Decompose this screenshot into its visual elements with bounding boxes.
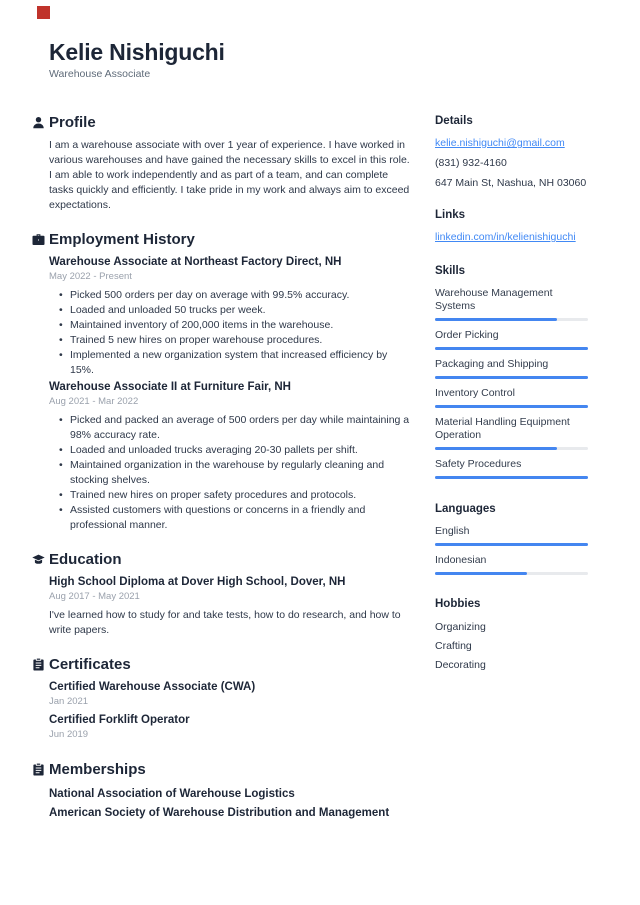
section-education: [49, 551, 410, 638]
skill-bar-fill: [435, 476, 588, 479]
section-skills: [435, 264, 588, 479]
skill-name: Inventory Control: [435, 387, 515, 399]
job-title: Warehouse Associate II at Furniture Fair, NH: [49, 381, 291, 393]
section-links: [435, 208, 588, 245]
skill-name: Material Handling Equipment Operation: [435, 416, 570, 441]
skill-name: Safety Procedures: [435, 458, 522, 470]
job-bullet: • Trained new hires on proper safety procedures and protocols.: [49, 488, 410, 503]
skills-list: [435, 287, 588, 479]
membership-item: National Association of Warehouse Logistics: [49, 788, 295, 800]
profile-heading-label: Profile: [49, 114, 96, 131]
skill-bar: [435, 376, 588, 379]
skill-name: Order Picking: [435, 329, 499, 341]
education-heading: [49, 551, 410, 569]
profile-text: I am a warehouse associate with over 1 year of experience. I have worked in various warehouses and have gained the necessary skills to excel in this role. I am able to work independently and as part of a team, and can complete tasks quickly and efficiently. I take pride in my work and always aim to exceed expectations.: [49, 139, 410, 211]
job-bullet-list: [49, 413, 410, 533]
section-profile: [49, 114, 410, 213]
language-bar: [435, 572, 588, 575]
language-item: [435, 554, 588, 575]
employment-heading: [49, 231, 410, 249]
job-bullet: • Loaded and unloaded trucks averaging 20-30 pallets per shift.: [49, 443, 410, 458]
memberships-heading: [49, 761, 410, 779]
job-bullet: • Assisted customers with questions or concerns in a friendly and professional manner.: [49, 503, 410, 533]
skill-item: [435, 458, 588, 479]
skill-bar: [435, 347, 588, 350]
certificates-heading-label: Certificates: [49, 656, 131, 673]
section-languages: [435, 502, 588, 575]
skill-name: Packaging and Shipping: [435, 358, 549, 370]
certificate-item: [49, 713, 410, 741]
job-bullet-list: [49, 288, 410, 378]
memberships-heading-label: Memberships: [49, 761, 146, 778]
section-hobbies: [435, 597, 588, 675]
job-bullet: • Trained 5 new hires on proper warehouse procedures.: [49, 333, 410, 348]
job-dates: May 2022 - Present: [49, 271, 132, 282]
certificate-date: Jan 2021: [49, 696, 89, 707]
skill-item: [435, 416, 588, 450]
job-bullet: • Implemented a new organization system that increased efficiency by 15%.: [49, 348, 410, 378]
skill-item: [435, 287, 588, 321]
skill-bar-fill: [435, 376, 588, 379]
job-dates: Aug 2021 - Mar 2022: [49, 396, 139, 407]
person-icon: [32, 116, 45, 129]
section-memberships: [49, 761, 410, 823]
briefcase-icon: [32, 233, 45, 246]
language-name: English: [435, 525, 470, 537]
membership-item: American Society of Warehouse Distribution and Management: [49, 807, 390, 819]
section-certificates: [49, 656, 410, 741]
membership-badge-icon: [32, 763, 45, 776]
details-heading: Details: [435, 115, 473, 127]
hobby-item: Crafting: [435, 640, 472, 652]
skill-bar: [435, 447, 588, 450]
skill-item: [435, 358, 588, 379]
skill-bar-fill: [435, 447, 557, 450]
certificate-item: [49, 680, 410, 708]
language-bar-fill: [435, 572, 527, 575]
detail-email-row: [435, 136, 588, 151]
detail-address: 647 Main St, Nashua, NH 03060: [435, 177, 587, 189]
job-bullet: • Maintained organization in the warehouse by regularly cleaning and stocking shelves.: [49, 458, 410, 488]
skill-bar: [435, 405, 588, 408]
job-bullet: • Picked and packed an average of 500 orders per day while maintaining a 98% accuracy rate.: [49, 413, 410, 443]
linkedin-link[interactable]: linkedin.com/in/kelienishiguchi: [435, 231, 576, 243]
languages-list: [435, 525, 588, 575]
skill-bar: [435, 318, 588, 321]
link-row: [435, 230, 588, 245]
hobby-item: Decorating: [435, 659, 486, 671]
language-bar-fill: [435, 543, 588, 546]
detail-phone: (831) 932-4160: [435, 157, 507, 169]
language-name: Indonesian: [435, 554, 487, 566]
graduation-cap-icon: [32, 553, 45, 566]
candidate-job-title: Warehouse Associate: [49, 68, 151, 80]
resume-body: [0, 114, 640, 823]
education-degree: High School Diploma at Dover High School, Dover, NH: [49, 576, 346, 588]
left-column: [49, 114, 410, 823]
language-bar: [435, 543, 588, 546]
skills-heading: Skills: [435, 265, 466, 277]
section-details: [435, 114, 588, 191]
right-column: [435, 114, 588, 823]
hobbies-heading: Hobbies: [435, 598, 481, 610]
education-text: I've learned how to study for and take tests, how to do research, and how to write papers.: [49, 609, 401, 636]
skill-bar-fill: [435, 318, 557, 321]
hobby-item: Organizing: [435, 621, 486, 633]
skill-item: [435, 387, 588, 408]
links-heading: Links: [435, 209, 466, 221]
certificate-name: Certified Warehouse Associate (CWA): [49, 681, 256, 693]
candidate-name: Kelie Nishiguchi: [49, 39, 225, 65]
languages-heading: Languages: [435, 503, 496, 515]
employment-heading-label: Employment History: [49, 231, 195, 248]
job-entry: [49, 255, 410, 378]
education-heading-label: Education: [49, 551, 122, 568]
certificate-icon: [32, 658, 45, 671]
skill-item: [435, 329, 588, 350]
section-employment: [49, 231, 410, 533]
skill-bar-fill: [435, 405, 588, 408]
certificate-date: Jun 2019: [49, 729, 89, 740]
job-bullet: • Picked 500 orders per day on average with 99.5% accuracy.: [49, 288, 410, 303]
hobbies-list: [435, 618, 588, 675]
job-bullet: • Loaded and unloaded 50 trucks per week.: [49, 303, 410, 318]
email-link[interactable]: kelie.nishiguchi@gmail.com: [435, 137, 565, 149]
education-dates: Aug 2017 - May 2021: [49, 591, 140, 602]
accent-square: [37, 6, 50, 19]
job-title: Warehouse Associate at Northeast Factory Direct, NH: [49, 256, 342, 268]
profile-heading: [49, 114, 410, 132]
language-item: [435, 525, 588, 546]
skill-name: Warehouse Management Systems: [435, 287, 553, 312]
certificates-heading: [49, 656, 410, 674]
certificate-name: Certified Forklift Operator: [49, 714, 190, 726]
skill-bar: [435, 476, 588, 479]
skill-bar-fill: [435, 347, 588, 350]
job-bullet: • Maintained inventory of 200,000 items in the warehouse.: [49, 318, 410, 333]
job-entry: [49, 380, 410, 533]
resume-header: [0, 0, 640, 81]
